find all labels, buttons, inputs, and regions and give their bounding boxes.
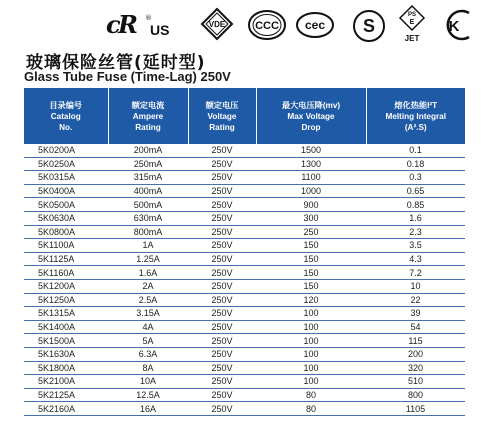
certification-logos bbox=[0, 0, 499, 44]
table-row bbox=[24, 239, 465, 253]
cell-catalog-no: 5K0400A bbox=[24, 184, 108, 198]
ul-us-mark: US bbox=[150, 22, 170, 38]
table-row bbox=[24, 184, 465, 198]
cell-voltage-rating: 250V bbox=[188, 252, 256, 266]
cell-max-voltage-drop: 100 bbox=[256, 361, 366, 375]
cell-ampere-rating: 1A bbox=[108, 239, 188, 253]
cell-catalog-no: 5K0200A bbox=[24, 144, 108, 157]
cell-voltage-rating: 250V bbox=[188, 375, 256, 389]
cell-voltage-rating: 250V bbox=[188, 225, 256, 239]
table-row bbox=[24, 293, 465, 307]
cell-max-voltage-drop: 1000 bbox=[256, 184, 366, 198]
cell-voltage-rating: 250V bbox=[188, 157, 256, 171]
cell-catalog-no: 5K1200A bbox=[24, 279, 108, 293]
cell-max-voltage-drop: 250 bbox=[256, 225, 366, 239]
table-row bbox=[24, 320, 465, 334]
cell-ampere-rating: 630mA bbox=[108, 211, 188, 225]
cell-max-voltage-drop: 900 bbox=[256, 198, 366, 212]
cell-ampere-rating: 8A bbox=[108, 361, 188, 375]
cell-ampere-rating: 2A bbox=[108, 279, 188, 293]
table-row bbox=[24, 279, 465, 293]
cell-ampere-rating: 500mA bbox=[108, 198, 188, 212]
table-body bbox=[24, 144, 465, 415]
cell-melting-integral: 3.5 bbox=[366, 239, 465, 253]
jet-text: JET bbox=[404, 34, 420, 43]
cell-catalog-no: 5K1250A bbox=[24, 293, 108, 307]
pse-e-text: E bbox=[409, 19, 415, 26]
cell-max-voltage-drop: 1300 bbox=[256, 157, 366, 171]
cell-melting-integral: 1.6 bbox=[366, 211, 465, 225]
cell-melting-integral: 0.85 bbox=[366, 198, 465, 212]
cell-ampere-rating: 2.5A bbox=[108, 293, 188, 307]
kc-certification-icon bbox=[441, 9, 471, 41]
cell-voltage-rating: 250V bbox=[188, 144, 256, 157]
page-title-chinese: 玻璃保险丝管(延时型) bbox=[26, 53, 206, 73]
cell-melting-integral: 10 bbox=[366, 279, 465, 293]
cell-max-voltage-drop: 100 bbox=[256, 307, 366, 321]
cell-ampere-rating: 10A bbox=[108, 375, 188, 389]
cec-certification-icon bbox=[295, 11, 335, 39]
pse-jet-certification-icon bbox=[395, 5, 429, 45]
cell-voltage-rating: 250V bbox=[188, 347, 256, 361]
cell-max-voltage-drop: 150 bbox=[256, 252, 366, 266]
cell-catalog-no: 5K1500A bbox=[24, 334, 108, 348]
table-row bbox=[24, 157, 465, 171]
header-catalog-no: 目录编号 Catalog No. bbox=[24, 88, 108, 144]
cell-ampere-rating: 800mA bbox=[108, 225, 188, 239]
table-row bbox=[24, 388, 465, 402]
cell-max-voltage-drop: 100 bbox=[256, 347, 366, 361]
ul-c-mark: c bbox=[106, 10, 120, 39]
cell-melting-integral: 2.3 bbox=[366, 225, 465, 239]
cell-max-voltage-drop: 150 bbox=[256, 279, 366, 293]
cell-melting-integral: 7.2 bbox=[366, 266, 465, 280]
cell-catalog-no: 5K0800A bbox=[24, 225, 108, 239]
cell-voltage-rating: 250V bbox=[188, 402, 256, 416]
cell-catalog-no: 5K0315A bbox=[24, 171, 108, 185]
cell-catalog-no: 5K1400A bbox=[24, 320, 108, 334]
table-row bbox=[24, 266, 465, 280]
cell-ampere-rating: 5A bbox=[108, 334, 188, 348]
table-row bbox=[24, 347, 465, 361]
s-mark-certification-icon bbox=[352, 9, 386, 43]
cell-max-voltage-drop: 80 bbox=[256, 388, 366, 402]
cell-melting-integral: 200 bbox=[366, 347, 465, 361]
cell-ampere-rating: 3.15A bbox=[108, 307, 188, 321]
table-row bbox=[24, 402, 465, 416]
cell-catalog-no: 5K2100A bbox=[24, 375, 108, 389]
table-row bbox=[24, 198, 465, 212]
cell-catalog-no: 5K0630A bbox=[24, 211, 108, 225]
header-melting-integral: 熔化热能I²T Melting Integral (A².S) bbox=[366, 88, 465, 144]
cell-catalog-no: 5K0500A bbox=[24, 198, 108, 212]
cell-max-voltage-drop: 80 bbox=[256, 402, 366, 416]
table-row bbox=[24, 307, 465, 321]
cell-max-voltage-drop: 100 bbox=[256, 334, 366, 348]
cell-melting-integral: 0.65 bbox=[366, 184, 465, 198]
cell-melting-integral: 800 bbox=[366, 388, 465, 402]
page-title-english: Glass Tube Fuse (Time-Lag) 250V bbox=[24, 69, 231, 84]
cell-catalog-no: 5K1100A bbox=[24, 239, 108, 253]
ccc-text: CCC bbox=[255, 20, 279, 32]
header-max-voltage-drop: 最大电压降(mv) Max Voltage Drop bbox=[256, 88, 366, 144]
cell-voltage-rating: 250V bbox=[188, 361, 256, 375]
cell-catalog-no: 5K1160A bbox=[24, 266, 108, 280]
cell-melting-integral: 4.3 bbox=[366, 252, 465, 266]
cell-voltage-rating: 250V bbox=[188, 266, 256, 280]
cell-catalog-no: 5K0250A bbox=[24, 157, 108, 171]
cell-ampere-rating: 315mA bbox=[108, 171, 188, 185]
cell-voltage-rating: 250V bbox=[188, 198, 256, 212]
header-voltage-rating: 额定电压 Voltage Rating bbox=[188, 88, 256, 144]
cell-max-voltage-drop: 1100 bbox=[256, 171, 366, 185]
cell-max-voltage-drop: 100 bbox=[256, 320, 366, 334]
table-row bbox=[24, 225, 465, 239]
table-row bbox=[24, 361, 465, 375]
cell-ampere-rating: 400mA bbox=[108, 184, 188, 198]
table-row bbox=[24, 211, 465, 225]
table-row bbox=[24, 171, 465, 185]
cell-voltage-rating: 250V bbox=[188, 307, 256, 321]
ul-r-mark: R bbox=[118, 10, 137, 39]
cell-melting-integral: 0.3 bbox=[366, 171, 465, 185]
cell-ampere-rating: 250mA bbox=[108, 157, 188, 171]
cell-catalog-no: 5K1315A bbox=[24, 307, 108, 321]
vde-text: VDE bbox=[208, 20, 226, 29]
table-row bbox=[24, 334, 465, 348]
s-mark-text: S bbox=[362, 16, 376, 36]
table-row bbox=[24, 144, 465, 157]
cell-ampere-rating: 1.6A bbox=[108, 266, 188, 280]
cell-ampere-rating: 200mA bbox=[108, 144, 188, 157]
cell-voltage-rating: 250V bbox=[188, 239, 256, 253]
cell-voltage-rating: 250V bbox=[188, 388, 256, 402]
table-row bbox=[24, 375, 465, 389]
cell-ampere-rating: 6.3A bbox=[108, 347, 188, 361]
cell-melting-integral: 39 bbox=[366, 307, 465, 321]
cell-ampere-rating: 16A bbox=[108, 402, 188, 416]
cell-voltage-rating: 250V bbox=[188, 334, 256, 348]
cell-ampere-rating: 4A bbox=[108, 320, 188, 334]
cec-text: cec bbox=[304, 18, 326, 32]
cell-max-voltage-drop: 150 bbox=[256, 266, 366, 280]
header-ampere-rating: 额定电流 Ampere Rating bbox=[108, 88, 188, 144]
cell-melting-integral: 320 bbox=[366, 361, 465, 375]
cell-catalog-no: 5K2160A bbox=[24, 402, 108, 416]
cell-catalog-no: 5K1630A bbox=[24, 347, 108, 361]
kc-text: K bbox=[448, 18, 460, 35]
fuse-spec-table bbox=[24, 88, 465, 416]
vde-certification-icon bbox=[200, 7, 234, 41]
ul-registered-mark: ® bbox=[145, 14, 152, 22]
cell-max-voltage-drop: 1500 bbox=[256, 144, 366, 157]
table-row bbox=[24, 252, 465, 266]
cell-ampere-rating: 12.5A bbox=[108, 388, 188, 402]
cell-melting-integral: 1105 bbox=[366, 402, 465, 416]
cell-melting-integral: 510 bbox=[366, 375, 465, 389]
cell-voltage-rating: 250V bbox=[188, 320, 256, 334]
cell-melting-integral: 54 bbox=[366, 320, 465, 334]
cell-max-voltage-drop: 120 bbox=[256, 293, 366, 307]
cell-melting-integral: 0.18 bbox=[366, 157, 465, 171]
cell-voltage-rating: 250V bbox=[188, 293, 256, 307]
ccc-certification-icon bbox=[247, 9, 287, 41]
cell-max-voltage-drop: 300 bbox=[256, 211, 366, 225]
cell-voltage-rating: 250V bbox=[188, 211, 256, 225]
cell-melting-integral: 115 bbox=[366, 334, 465, 348]
ul-certification-icon bbox=[98, 12, 170, 38]
pse-text: PS bbox=[407, 12, 417, 18]
cell-catalog-no: 5K1800A bbox=[24, 361, 108, 375]
cell-voltage-rating: 250V bbox=[188, 279, 256, 293]
cell-catalog-no: 5K1125A bbox=[24, 252, 108, 266]
cell-catalog-no: 5K2125A bbox=[24, 388, 108, 402]
table-header-row bbox=[24, 88, 465, 144]
cell-ampere-rating: 1.25A bbox=[108, 252, 188, 266]
cell-melting-integral: 22 bbox=[366, 293, 465, 307]
cell-max-voltage-drop: 150 bbox=[256, 239, 366, 253]
cell-voltage-rating: 250V bbox=[188, 171, 256, 185]
cell-voltage-rating: 250V bbox=[188, 184, 256, 198]
cell-max-voltage-drop: 100 bbox=[256, 375, 366, 389]
cell-melting-integral: 0.1 bbox=[366, 144, 465, 157]
